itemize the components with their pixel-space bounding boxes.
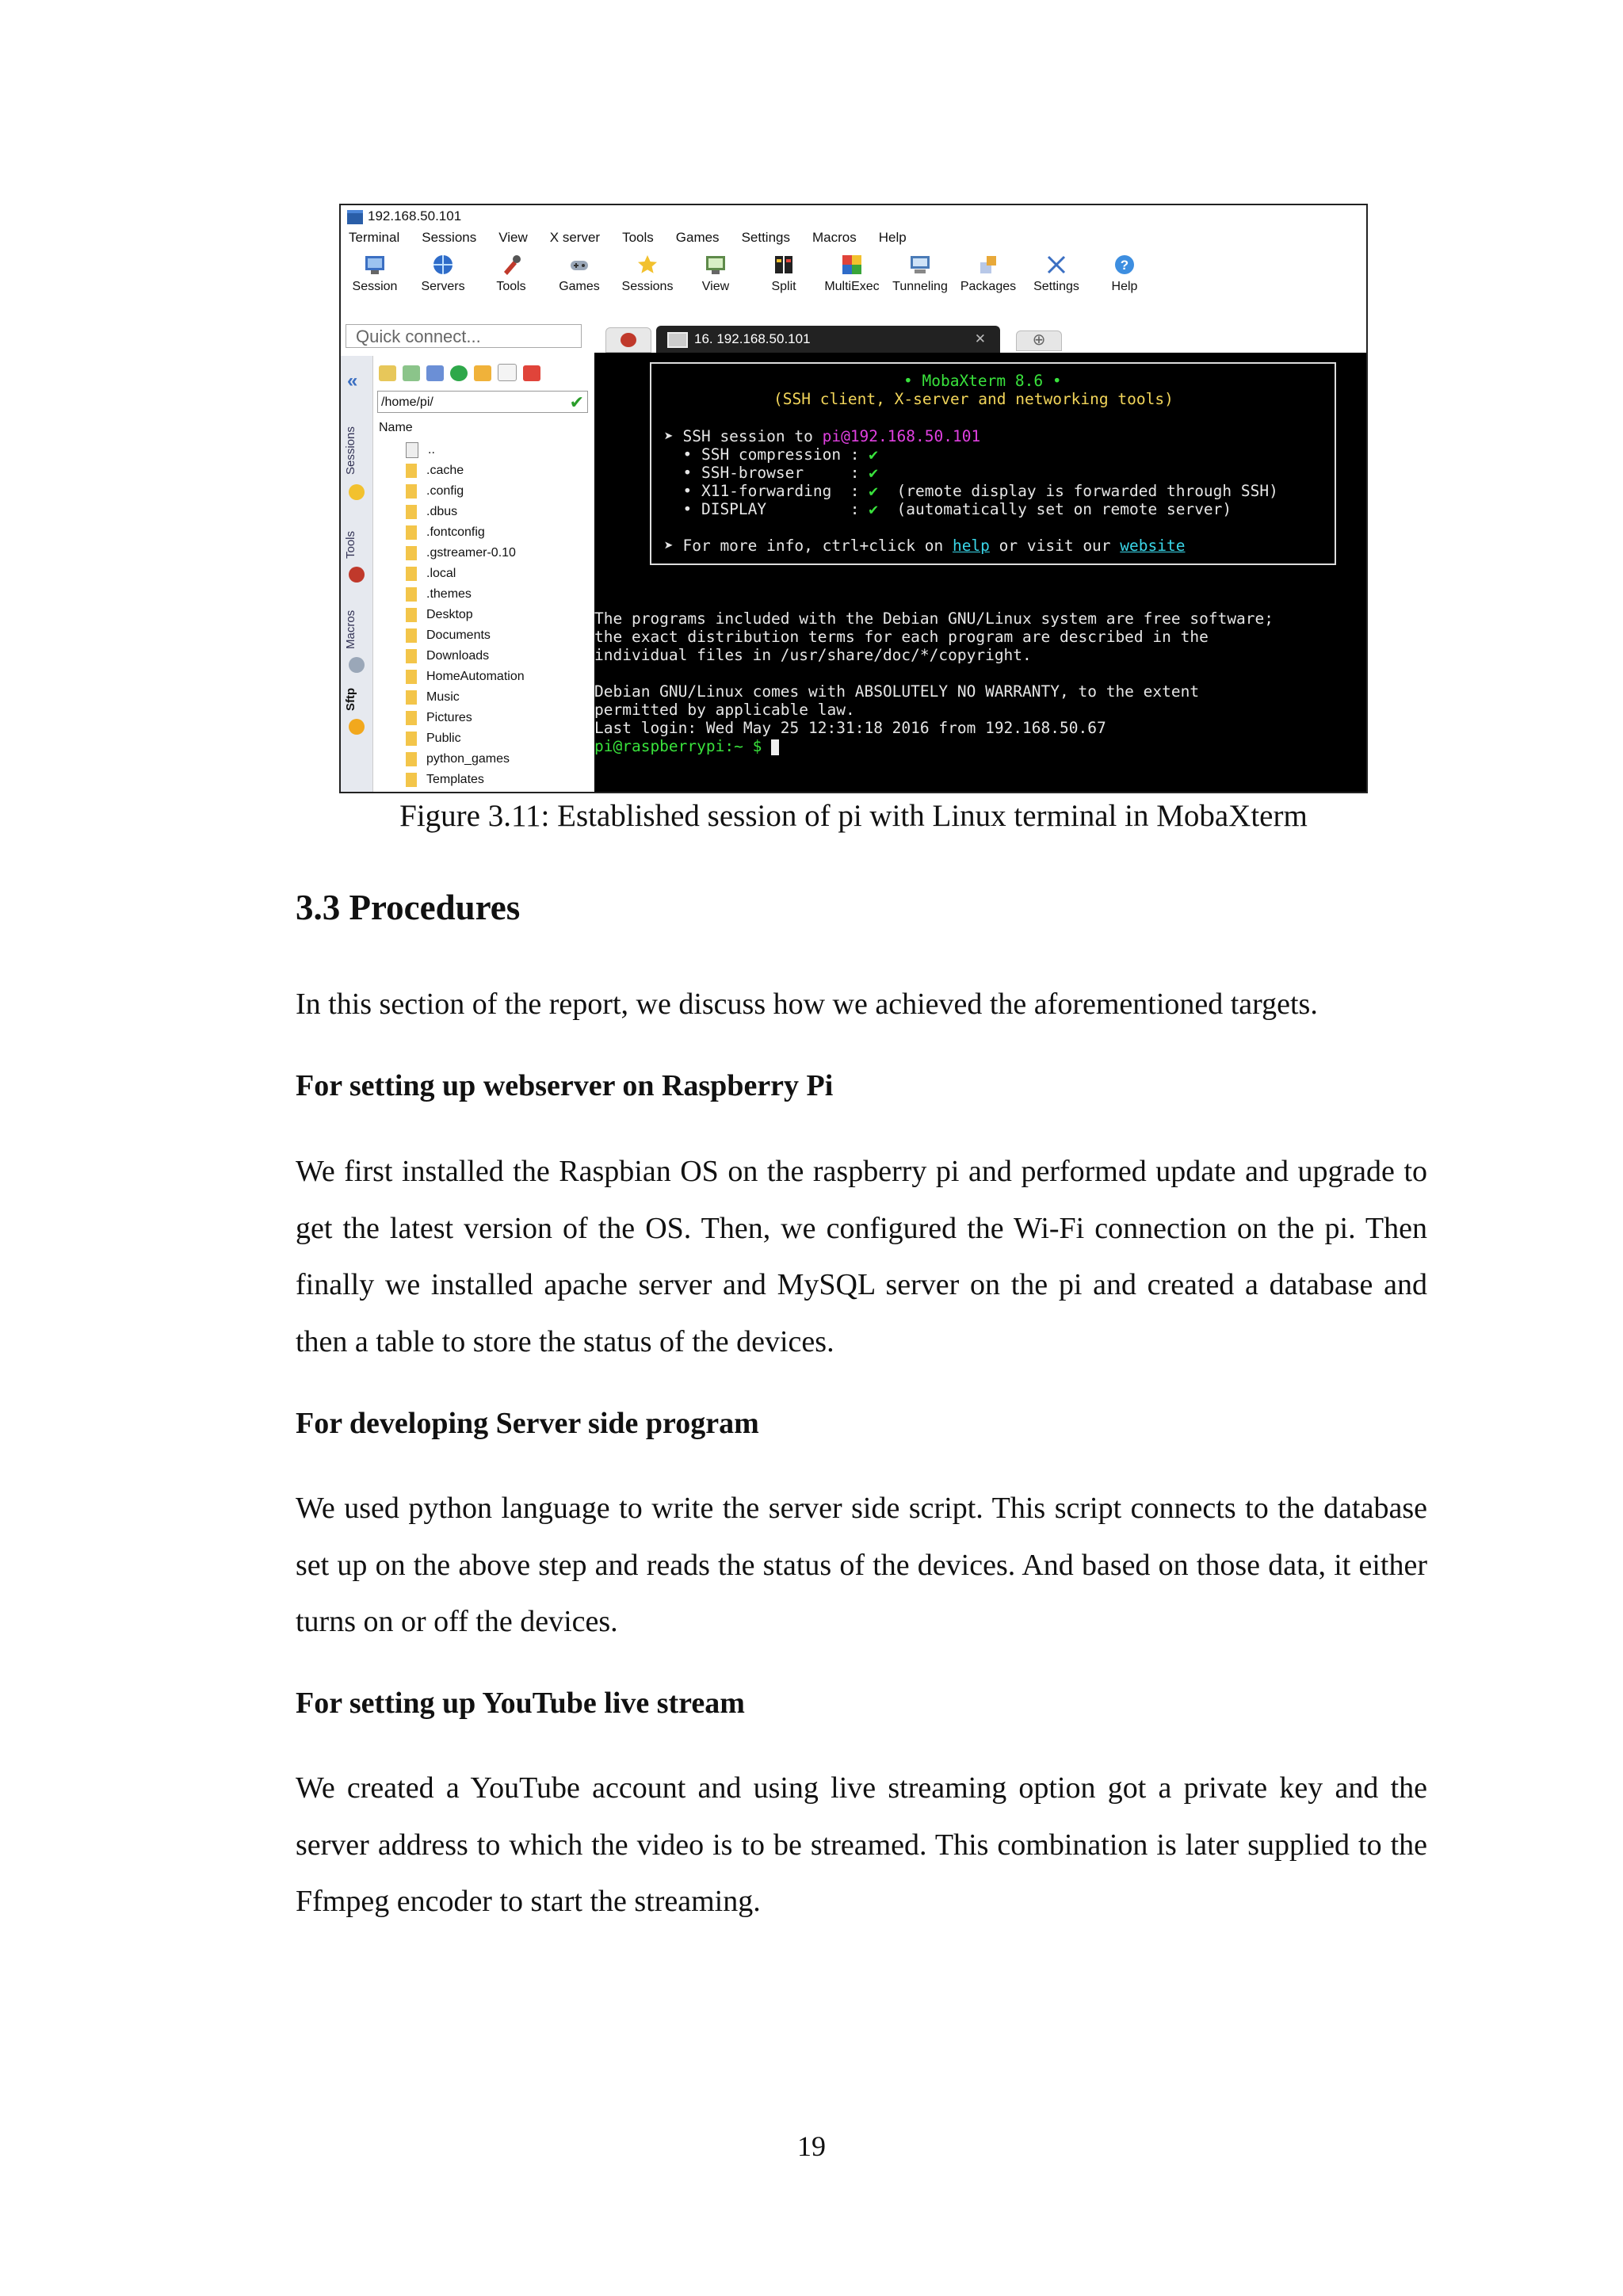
- toolbar-help-button[interactable]: [1090, 248, 1159, 294]
- ssh-prefix: ➤ SSH session to: [664, 427, 823, 445]
- session-icon: [363, 253, 387, 277]
- star-icon: [349, 484, 365, 500]
- feature-label: • DISPLAY :: [664, 500, 869, 518]
- tools-side-icon: [349, 567, 365, 583]
- list-item[interactable]: [406, 522, 596, 543]
- toolbar-split-button[interactable]: [750, 248, 818, 294]
- banner-title: • MobaXterm 8.6 •: [903, 372, 1062, 390]
- app-icon: [347, 210, 363, 224]
- toolbar-servers-button[interactable]: [409, 248, 477, 294]
- sftp-toolbar: [379, 364, 601, 384]
- window-title: 192.168.50.101: [368, 208, 462, 223]
- view-icon: [704, 253, 727, 277]
- motd-line: Last login: Wed May 25 12:31:18 2016 from 192.168.50.67: [594, 719, 1106, 737]
- refresh-icon[interactable]: [450, 365, 468, 381]
- side-tab-sessions-label: Sessions: [344, 426, 357, 475]
- prompt-text: pi@raspberrypi:~ $: [594, 737, 772, 755]
- download-icon[interactable]: [403, 365, 420, 381]
- window-titlebar: [341, 205, 1366, 227]
- list-item[interactable]: [406, 749, 596, 770]
- help-icon: [1113, 253, 1136, 277]
- toolbar: [341, 248, 1366, 296]
- multiexec-icon: [840, 253, 864, 277]
- path-value: /home/pi/: [381, 395, 433, 409]
- file-name: .local: [426, 567, 456, 580]
- motd-line: the exact distribution terms for each program are described in the: [594, 628, 1209, 646]
- check-icon: ✔: [869, 500, 879, 518]
- toolbar-sessions-button[interactable]: [613, 248, 682, 294]
- sessions-star-icon: [636, 253, 659, 277]
- section-title: 3.3 Procedures: [296, 888, 521, 927]
- delete-icon[interactable]: [523, 365, 540, 381]
- folder-icon: [406, 464, 417, 478]
- new-file-icon[interactable]: [498, 364, 517, 381]
- plus-icon: ⊕: [1032, 331, 1046, 349]
- file-name: Desktop: [426, 608, 473, 621]
- list-item[interactable]: [406, 667, 596, 687]
- feature-line: [664, 500, 1232, 518]
- motd-line: Debian GNU/Linux comes with ABSOLUTELY NO WARRANTY, to the extent: [594, 682, 1200, 701]
- paragraph-server-program: We used python language to write the server side script. This script connects to the database set up on the above step and reads the status of the devices. And based on those data, it either turns on or off the devices.: [296, 1492, 1427, 1638]
- toolbar-multiexec-button[interactable]: [818, 248, 886, 294]
- add-tab-button[interactable]: [1016, 330, 1062, 351]
- file-name: Music: [426, 690, 460, 704]
- list-item[interactable]: [406, 481, 596, 502]
- terminal[interactable]: [594, 353, 1368, 793]
- check-icon: ✔: [869, 464, 879, 482]
- menu-sessions[interactable]: Sessions: [422, 230, 477, 245]
- folder-icon: [406, 752, 417, 766]
- mobaxterm-window: [339, 204, 1368, 793]
- info-prefix: ➤ For more info, ctrl+click on: [664, 537, 953, 555]
- paragraph-webserver: We first installed the Raspbian OS on the raspberry pi and performed update and upgrade to get the latest version of the OS. Then, we configured the Wi-Fi connection on the pi. Then finally we installed apache server and MySQL server on the pi and created a database and then a table to store the status of the devices.: [296, 1155, 1427, 1358]
- toolbar-view-button[interactable]: [682, 248, 750, 294]
- toolbar-split-label: Split: [771, 280, 796, 293]
- feature-label: • SSH compression :: [664, 445, 869, 464]
- upload-icon[interactable]: [426, 365, 444, 381]
- paragraph-youtube: We created a YouTube account and using live streaming option got a private key and the server address to which the video is to be streamed. This combination is later supplied to the Ffmpeg encoder to start the streaming.: [296, 1771, 1427, 1918]
- info-line: [664, 537, 1185, 555]
- svg-text:?: ?: [1120, 258, 1129, 273]
- list-item[interactable]: [406, 584, 596, 605]
- motd-line: individual files in /usr/share/doc/*/copyright.: [594, 646, 1032, 664]
- folder-icon: [406, 587, 417, 602]
- list-item[interactable]: [406, 770, 596, 790]
- toolbar-games-label: Games: [559, 280, 600, 293]
- home-icon: [621, 333, 636, 347]
- shell-prompt: [594, 737, 779, 755]
- folder-icon: [406, 732, 417, 746]
- intro-paragraph: In this section of the report, we discuss how we achieved the aforementioned targets.: [296, 988, 1318, 1021]
- menu-help[interactable]: Help: [878, 230, 907, 245]
- cursor: [771, 739, 779, 755]
- file-name: .dbus: [426, 505, 458, 518]
- toolbar-multiexec-label: MultiExec: [824, 280, 880, 293]
- games-icon: [567, 253, 591, 277]
- parent-folder-icon[interactable]: [379, 365, 396, 381]
- file-name: HomeAutomation: [426, 670, 525, 683]
- menu-bar: [341, 227, 1366, 248]
- file-name: Public: [426, 732, 461, 745]
- motd-line: permitted by applicable law.: [594, 701, 855, 719]
- ssh-session-line: [664, 427, 980, 445]
- file-list: [406, 440, 596, 790]
- toolbar-servers-label: Servers: [421, 280, 465, 293]
- folder-icon: [406, 484, 417, 499]
- ssh-user: pi: [822, 427, 842, 445]
- display-note: (automatically set on remote server): [878, 500, 1232, 518]
- toolbar-tunneling-label: Tunneling: [892, 280, 948, 293]
- toolbar-tunneling-button[interactable]: [886, 248, 954, 294]
- menu-settings[interactable]: Settings: [741, 230, 790, 245]
- file-name: Documents: [426, 628, 491, 642]
- name-column-header[interactable]: Name: [379, 421, 413, 434]
- folder-icon: [406, 567, 417, 581]
- toolbar-session-button[interactable]: [341, 248, 409, 294]
- macros-icon: [349, 657, 365, 673]
- website-link[interactable]: website: [1120, 537, 1186, 555]
- list-item[interactable]: [406, 440, 596, 460]
- path-field[interactable]: [377, 391, 588, 413]
- toolbar-settings-button[interactable]: [1022, 248, 1090, 294]
- new-folder-icon[interactable]: [474, 365, 491, 381]
- toolbar-packages-button[interactable]: [954, 248, 1022, 294]
- toolbar-help-label: Help: [1111, 280, 1138, 293]
- file-name: Downloads: [426, 649, 490, 663]
- feature-line: [664, 482, 1278, 500]
- check-icon: ✔: [869, 482, 879, 500]
- side-tabs: [341, 356, 373, 793]
- menu-view[interactable]: View: [498, 230, 528, 245]
- toolbar-sessions-label: Sessions: [621, 280, 674, 293]
- file-name: Templates: [426, 773, 484, 786]
- toolbar-tools-label: Tools: [496, 280, 526, 293]
- list-item[interactable]: [406, 646, 596, 667]
- toolbar-session-label: Session: [352, 280, 398, 293]
- folder-icon: [406, 773, 417, 787]
- folder-icon: [406, 670, 417, 684]
- menu-tools[interactable]: Tools: [622, 230, 654, 245]
- packages-icon: [976, 253, 1000, 277]
- feature-label: • SSH-browser :: [664, 464, 869, 482]
- settings-icon: [1044, 253, 1068, 277]
- close-icon[interactable]: ✕: [974, 331, 986, 346]
- list-item[interactable]: [406, 708, 596, 728]
- help-link[interactable]: help: [952, 537, 990, 555]
- menu-games[interactable]: Games: [675, 230, 720, 245]
- page-number: 19: [797, 2130, 826, 2162]
- subsection-heading-server-program: For developing Server side program: [296, 1407, 759, 1440]
- file-name: .gstreamer-0.10: [426, 546, 516, 560]
- figure-caption: Figure 3.11: Established session of pi with Linux terminal in MobaXterm: [399, 799, 1308, 833]
- list-item[interactable]: [406, 460, 596, 481]
- subsection-heading-youtube: For setting up YouTube live stream: [296, 1687, 745, 1720]
- tools-icon: [499, 253, 523, 277]
- tunneling-icon: [908, 253, 932, 277]
- folder-icon: [406, 525, 417, 540]
- session-tab[interactable]: [656, 326, 1000, 353]
- servers-icon: [431, 253, 455, 277]
- toolbar-view-label: View: [701, 280, 730, 293]
- folder-icon: [406, 711, 417, 725]
- split-icon: [772, 253, 796, 277]
- file-name: .fontconfig: [426, 525, 485, 539]
- toolbar-tools-button[interactable]: [477, 248, 545, 294]
- toolbar-packages-label: Packages: [960, 280, 1017, 293]
- sftp-browser: [374, 356, 601, 793]
- parent-dir-icon: [406, 442, 418, 458]
- list-item[interactable]: [406, 543, 596, 563]
- side-tab-sftp-label: Sftp: [344, 687, 357, 711]
- toolbar-games-button[interactable]: [545, 248, 613, 294]
- file-name: .config: [426, 484, 464, 498]
- list-item[interactable]: [406, 625, 596, 646]
- x11-note: (remote display is forwarded through SSH): [878, 482, 1278, 500]
- feature-label: • X11-forwarding :: [664, 482, 869, 500]
- folder-icon: [406, 546, 417, 560]
- collapse-icon[interactable]: «: [347, 370, 358, 392]
- menu-terminal[interactable]: Terminal: [349, 230, 400, 245]
- info-mid: or visit our: [989, 537, 1121, 555]
- follow-terminal-check-icon[interactable]: ✔: [569, 392, 584, 412]
- check-icon: ✔: [869, 445, 879, 464]
- monitor-icon: [667, 332, 688, 348]
- file-name: .themes: [426, 587, 472, 601]
- ssh-host: @192.168.50.101: [841, 427, 981, 445]
- toolbar-settings-label: Settings: [1033, 280, 1079, 293]
- folder-icon: [406, 505, 417, 519]
- folder-icon: [406, 690, 417, 705]
- menu-macros[interactable]: Macros: [812, 230, 857, 245]
- home-tab[interactable]: [605, 327, 651, 353]
- side-tab-tools-label: Tools: [344, 530, 357, 559]
- menu-xserver[interactable]: X server: [549, 230, 601, 245]
- list-item[interactable]: [406, 728, 596, 749]
- quick-connect-input[interactable]: Quick connect...: [346, 324, 582, 348]
- list-item[interactable]: [406, 502, 596, 522]
- list-item[interactable]: [406, 563, 596, 584]
- feature-line: [664, 464, 878, 482]
- sftp-icon: [349, 719, 365, 735]
- file-name: .cache: [426, 464, 464, 477]
- list-item[interactable]: [406, 687, 596, 708]
- side-tab-macros-label: Macros: [344, 609, 357, 649]
- file-name: Pictures: [426, 711, 472, 724]
- banner-subtitle: (SSH client, X-server and networking tools): [773, 390, 1174, 408]
- folder-icon: [406, 608, 417, 622]
- file-name: ..: [428, 443, 435, 457]
- list-item[interactable]: [406, 605, 596, 625]
- folder-icon: [406, 649, 417, 663]
- motd-line: The programs included with the Debian GNU/Linux system are free software;: [594, 609, 1274, 628]
- subsection-heading-webserver: For setting up webserver on Raspberry Pi: [296, 1069, 834, 1102]
- feature-line: [664, 445, 878, 464]
- file-name: python_games: [426, 752, 510, 766]
- folder-icon: [406, 628, 417, 643]
- session-tab-label: 16. 192.168.50.101: [694, 331, 811, 346]
- session-tabs: [596, 324, 1368, 353]
